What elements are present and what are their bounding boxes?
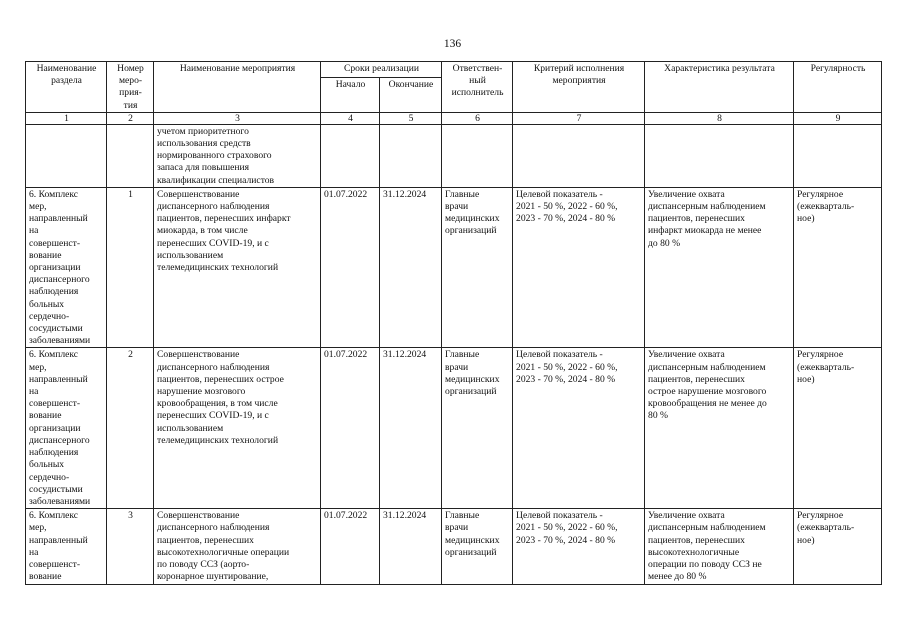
column-number: 3 [154,112,321,124]
criterion-cell: Целевой показатель - 2021 - 50 %, 2022 - 60 %, 2023 - 70 %, 2024 - 80 % [513,348,645,509]
responsible-cell: Главные врачи медицинских организаций [442,348,513,509]
header-number: Номер меро- прия- тия [107,62,154,113]
end-cell [380,124,442,187]
header-activity: Наименование мероприятия [154,62,321,113]
section-cell [26,124,107,187]
column-number-row [26,112,882,124]
end-cell: 31.12.2024 [380,187,442,348]
activity-cell: Совершенствование диспансерного наблюдения пациентов, перенесших острое нарушение мозгового кровообращения, в том числе перенесших COVID-19, и с использованием телемедицинских технологий [154,348,321,509]
regularity-cell: Регулярное (ежекварталь- ное) [794,509,882,585]
responsible-cell: Главные врачи медицинских организаций [442,509,513,585]
header-regularity: Регулярность [794,62,882,113]
number-cell: 2 [107,348,154,509]
continuation-row [26,124,882,187]
criterion-cell: Целевой показатель - 2021 - 50 %, 2022 - 60 %, 2023 - 70 %, 2024 - 80 % [513,187,645,348]
criterion-cell [513,124,645,187]
column-number: 7 [513,112,645,124]
header-start: Начало [321,77,380,112]
column-number: 5 [380,112,442,124]
column-number: 9 [794,112,882,124]
criterion-cell: Целевой показатель - 2021 - 50 %, 2022 - 60 %, 2023 - 70 %, 2024 - 80 % [513,509,645,585]
header-row [26,62,882,78]
regularity-cell: Регулярное (ежекварталь- ное) [794,348,882,509]
activity-cell: Совершенствование диспансерного наблюдения пациентов, перенесших высокотехнологичные операции по поводу ССЗ (аорто- коронарное шунтирование, [154,509,321,585]
regularity-cell [794,124,882,187]
table-row [26,509,882,585]
table-row [26,348,882,509]
section-cell: 6. Комплекс мер, направленный на совершенст- вование [26,509,107,585]
header-criterion: Критерий исполнения мероприятия [513,62,645,113]
activity-table [25,61,882,585]
start-cell: 01.07.2022 [321,348,380,509]
header-end: Окончание [380,77,442,112]
page-number: 136 [443,38,462,50]
responsible-cell [442,124,513,187]
responsible-cell: Главные врачи медицинских организаций [442,187,513,348]
end-cell: 31.12.2024 [380,509,442,585]
column-number: 2 [107,112,154,124]
number-cell: 3 [107,509,154,585]
result-cell: Увеличение охвата диспансерным наблюдением пациентов, перенесших высокотехнологичные операции по поводу ССЗ не менее до 80 % [645,509,794,585]
column-number: 1 [26,112,107,124]
number-cell [107,124,154,187]
end-cell: 31.12.2024 [380,348,442,509]
header-result: Характеристика результата [645,62,794,113]
result-cell [645,124,794,187]
start-cell: 01.07.2022 [321,509,380,585]
result-cell: Увеличение охвата диспансерным наблюдением пациентов, перенесших острое нарушение мозгового кровообращения не менее до 80 % [645,348,794,509]
section-cell: 6. Комплекс мер, направленный на совершенст- вование организации диспансерного наблюдения больных сердечно- сосудистыми заболеваниями [26,348,107,509]
regularity-cell: Регулярное (ежекварталь- ное) [794,187,882,348]
activity-cell: Совершенствование диспансерного наблюдения пациентов, перенесших инфаркт миокарда, в том числе перенесших COVID-19, и с использованием телемедицинских технологий [154,187,321,348]
start-cell [321,124,380,187]
column-number: 8 [645,112,794,124]
result-cell: Увеличение охвата диспансерным наблюдением пациентов, перенесших инфаркт миокарда не менее до 80 % [645,187,794,348]
start-cell: 01.07.2022 [321,187,380,348]
section-cell: 6. Комплекс мер, направленный на совершенст- вование организации диспансерного наблюдения больных сердечно- сосудистыми заболеваниями [26,187,107,348]
header-section: Наименование раздела [26,62,107,113]
table-row [26,187,882,348]
number-cell: 1 [107,187,154,348]
header-responsible: Ответствен- ный исполнитель [442,62,513,113]
column-number: 6 [442,112,513,124]
activity-cell: учетом приоритетного использования средств нормированного страхового запаса для повышения квалификации специалистов [154,124,321,187]
header-period: Сроки реализации [321,62,442,78]
column-number: 4 [321,112,380,124]
